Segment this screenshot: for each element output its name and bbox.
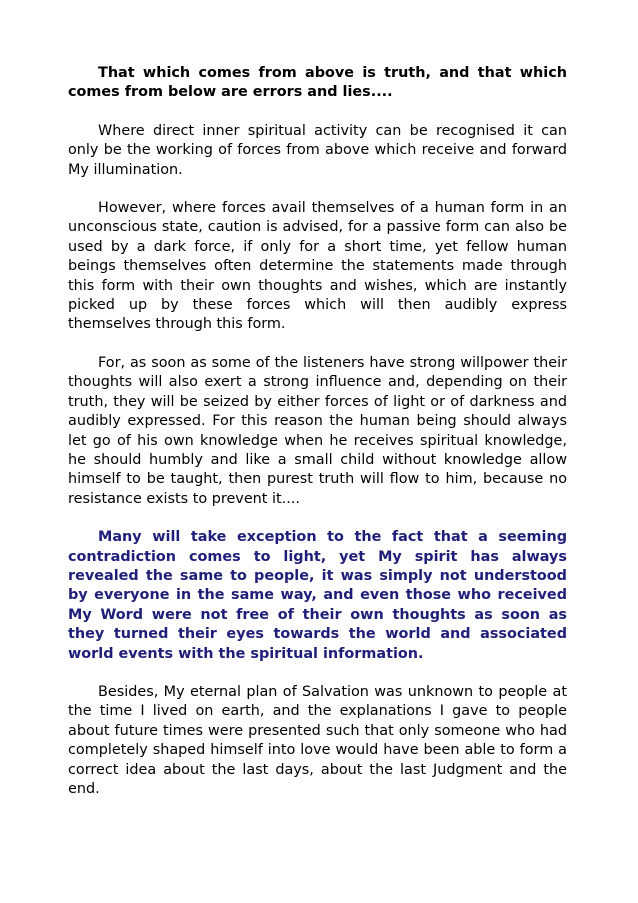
paragraph-heading: That which comes from above is truth, and that which comes from below are errors and lies....	[68, 65, 567, 101]
paragraph-emphasis: Many will take exception to the fact that a seeming contradiction comes to light, yet My spirit has always revealed the same to people, it was simply not understood by everyone in the same way, and even those who received My Word were not free of their own thoughts as soon as they turned their eyes towards the world and associated world events with the spiritual information.	[68, 529, 567, 662]
paragraph-4: For, as soon as some of the listeners have strong willpower their thoughts will also exert a strong influence and, depending on their truth, they will be seized by either forces of light or of darkness and audibly expressed. For this reason the human being should always let go of his own knowledge when he receives spiritual knowledge, he should humbly and like a small child without knowledge allow himself to be taught, then purest truth will flow to him, because no resistance exists to prevent it....	[68, 354, 567, 507]
paragraph-2: Where direct inner spiritual activity can be recognised it can only be the working of forces from above which receive and forward My illumination.	[68, 122, 567, 178]
paragraph-3: However, where forces avail themselves of a human form in an unconscious state, caution is advised, for a passive form can also be used by a dark force, if only for a short time, yet fellow human beings themselves often determine the statements made through this form with their own thoughts and wishes, which are instantly picked up by these forces which will then audibly express themselves through this form.	[68, 200, 567, 333]
document-page	[68, 64, 567, 818]
paragraph-6: Besides, My eternal plan of Salvation was unknown to people at the time I lived on earth, and the explanations I gave to people about future times were presented such that only someone who had completely shaped himself into love would have been able to form a correct idea about the last days, about the last Judgment and the end.	[68, 683, 567, 797]
